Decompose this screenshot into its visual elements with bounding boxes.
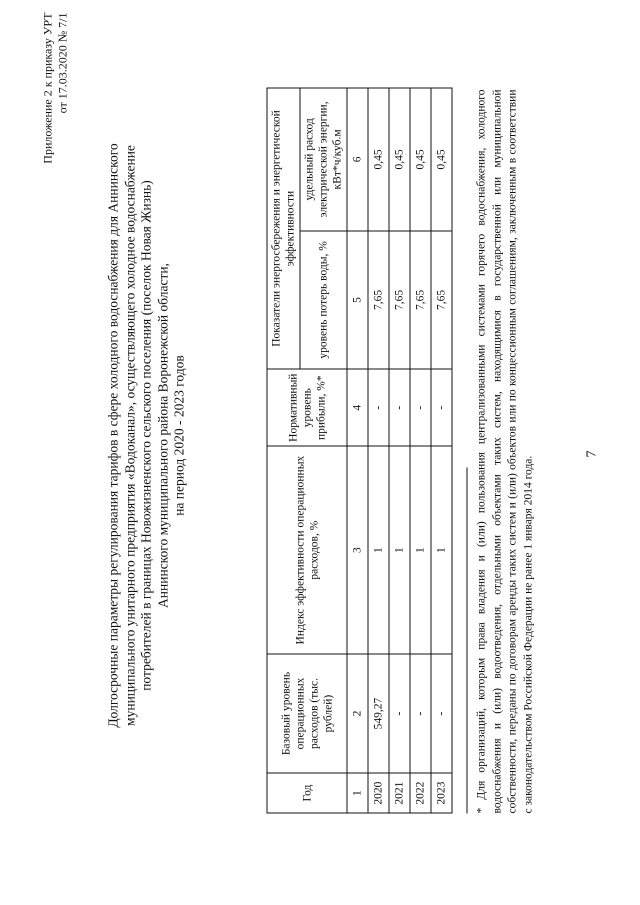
table-row <box>431 88 452 813</box>
footnote-divider <box>466 467 467 813</box>
title-line: муниципального унитарного предприятия «Водоканал», осуществляющего холодное водоснабжение <box>121 144 137 726</box>
cell-norm: - <box>368 369 389 446</box>
title-line: Аннинского муниципального района Воронежской области, <box>154 262 170 608</box>
appendix-line-2: от 17.03.2020 № 7/1 <box>55 12 69 113</box>
cell-norm: - <box>389 369 410 446</box>
title-line: потребителей в границах Новожизненского сельского поселения (поселок Новая Жизнь) <box>138 179 153 691</box>
table-row <box>389 88 410 813</box>
header-base-level: Базовый уровень операционных расходов (тыс. рублей) <box>267 653 347 772</box>
table-row <box>368 88 389 813</box>
column-number: 3 <box>347 446 368 654</box>
cell-index: 1 <box>410 446 431 654</box>
column-number: 5 <box>347 230 368 368</box>
cell-energy: 0,45 <box>389 88 410 231</box>
cell-base: - <box>410 653 431 772</box>
cell-base: - <box>431 653 452 772</box>
column-number: 6 <box>347 88 368 231</box>
header-energy-group: Показатели энергосбережения и энергетической эффективности <box>267 88 300 369</box>
cell-index: 1 <box>389 446 410 654</box>
appendix-line-1: Приложение 2 к приказу УРТ <box>40 12 54 164</box>
footnote: * Для организаций, которым права владения и (или) пользования централизованными системами горячего водоснабжения, холодного водоснабжения и (или) водоотведения, отдельными объектами таких систем, находящимися в государственной или муниципальной собственности, переданы по договорам аренды таких систем и (или) объектов или по концессионным соглашениям, заключенным в соответствии с законодательством Российской Федерации не ранее 1 января 2014 года. <box>475 89 534 813</box>
header-efficiency-index: Индекс эффективности операционных расходов, % <box>267 446 347 654</box>
cell-year: 2022 <box>410 773 431 813</box>
cell-base: - <box>389 653 410 772</box>
cell-norm: - <box>431 369 452 446</box>
header-row <box>267 88 300 813</box>
parameters-table <box>266 87 452 813</box>
document-title <box>105 85 188 785</box>
cell-energy: 0,45 <box>431 88 452 231</box>
cell-index: 1 <box>431 446 452 654</box>
page-number: 7 <box>584 450 599 457</box>
cell-loss: 7,65 <box>431 230 452 368</box>
cell-loss: 7,65 <box>410 230 431 368</box>
column-number: 4 <box>347 369 368 446</box>
cell-norm: - <box>410 369 431 446</box>
header-year: Год <box>267 773 347 813</box>
cell-energy: 0,45 <box>410 88 431 231</box>
header-energy-consumption: удельный расход электрической энергии, кВт*ч/куб.м <box>300 88 347 231</box>
cell-year: 2020 <box>368 773 389 813</box>
header-water-loss: уровень потерь воды, % <box>300 230 347 368</box>
appendix-note <box>40 12 70 272</box>
cell-loss: 7,65 <box>389 230 410 368</box>
cell-loss: 7,65 <box>368 230 389 368</box>
cell-year: 2023 <box>431 773 452 813</box>
cell-index: 1 <box>368 446 389 654</box>
title-line: Долгосрочные параметры регулирования тарифов в сфере холодного водоснабжения для Аннинского <box>105 142 120 728</box>
column-number-row <box>347 88 368 813</box>
cell-energy: 0,45 <box>368 88 389 231</box>
cell-base: 549,27 <box>368 653 389 772</box>
title-line: на период 2020 - 2023 годов <box>171 354 186 516</box>
column-number: 2 <box>347 653 368 772</box>
cell-year: 2021 <box>389 773 410 813</box>
header-normative-profit: Нормативный уровень прибыли, %* <box>267 369 347 446</box>
column-number: 1 <box>347 773 368 813</box>
table-row <box>410 88 431 813</box>
